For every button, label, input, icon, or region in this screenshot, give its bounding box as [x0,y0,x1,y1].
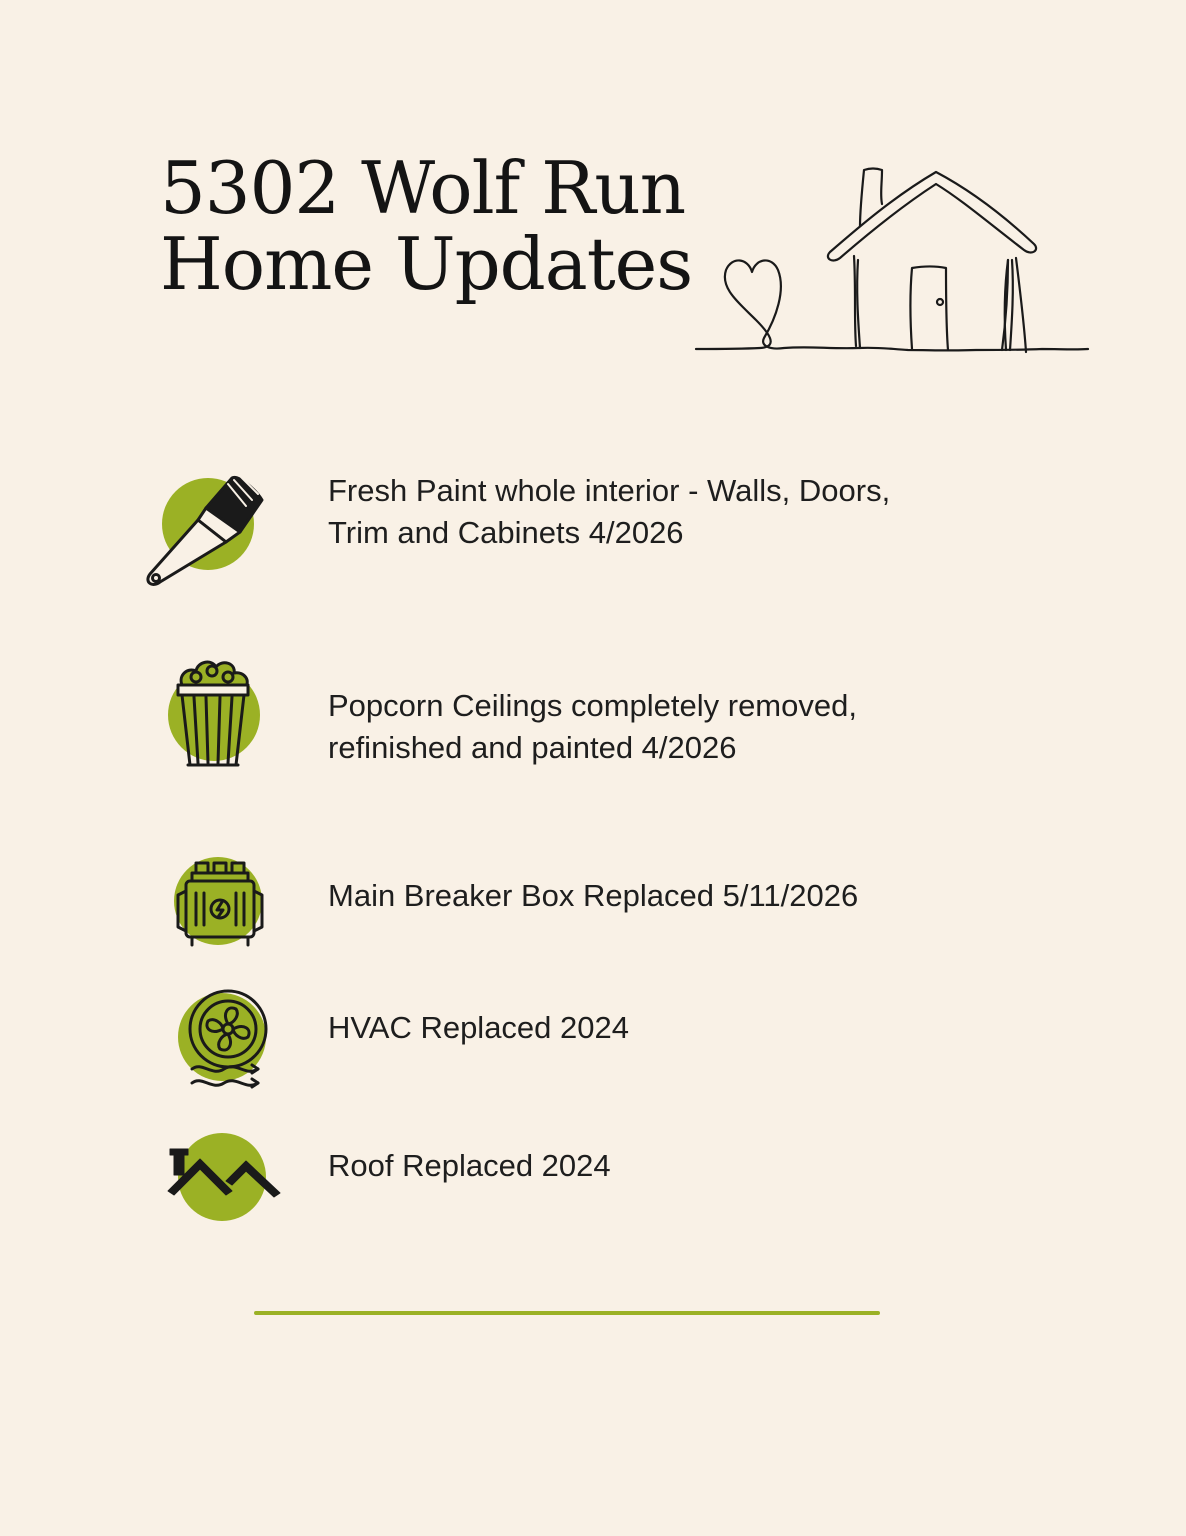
update-line: Roof Replaced 2024 [328,1148,611,1183]
roof-icon [140,1115,290,1245]
hvac-fan-icon [140,975,290,1105]
house-heart-line-drawing [690,160,1095,360]
divider-line [254,1311,880,1315]
update-text-popcorn [328,685,1008,769]
update-line: refinished and painted 4/2026 [328,730,737,765]
title-line-1: 5302 Wolf Run [160,146,686,230]
update-line: Main Breaker Box Replaced 5/11/2026 [328,878,859,913]
update-item-paint [140,470,1040,600]
update-line: Popcorn Ceilings completely removed, [328,688,857,723]
update-item-hvac [140,975,1040,1085]
title-line-2: Home Updates [160,222,693,306]
paintbrush-icon [140,470,290,600]
update-item-popcorn [140,655,1040,785]
update-line: Trim and Cabinets 4/2026 [328,515,684,550]
update-text-hvac [328,1007,1008,1049]
update-text-breaker [328,875,1008,917]
breaker-box-icon [140,845,290,975]
update-item-breaker [140,845,1040,955]
update-line: Fresh Paint whole interior - Walls, Doors, [328,473,891,508]
update-text-roof [328,1145,1008,1187]
update-item-roof [140,1115,1040,1225]
update-text-paint [328,470,1008,554]
page-title [160,146,720,306]
update-line: HVAC Replaced 2024 [328,1010,629,1045]
popcorn-icon [140,655,290,785]
